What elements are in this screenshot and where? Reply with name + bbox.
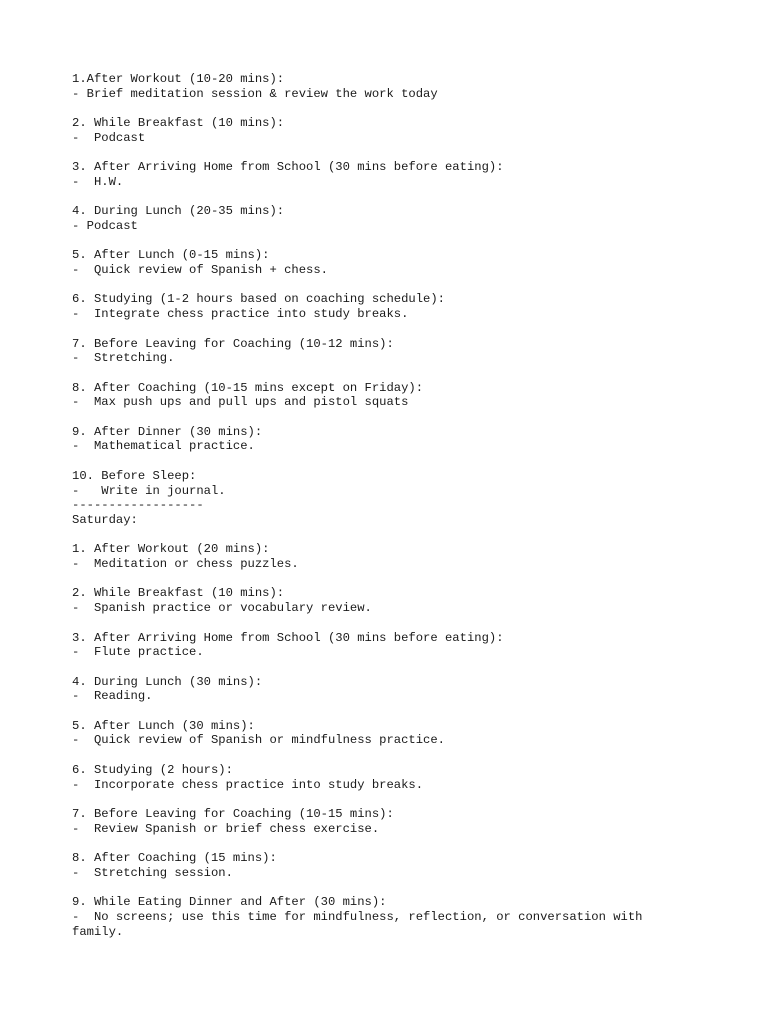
schedule-item-heading: 3. After Arriving Home from School (30 mins before eating): (72, 630, 504, 645)
blank-line (72, 101, 732, 116)
schedule-item-heading: 8. After Coaching (10-15 mins except on Friday): (72, 380, 424, 395)
blank-line (72, 190, 732, 205)
blank-line (72, 836, 732, 851)
schedule-item-detail: - Max push ups and pull ups and pistol squats (72, 395, 409, 410)
schedule-item-detail: - Review Spanish or brief chess exercise. (72, 821, 380, 836)
schedule-item-detail: - Podcast (72, 130, 146, 145)
schedule-item-heading: 2. While Breakfast (10 mins): (72, 116, 285, 131)
blank-line (72, 528, 732, 543)
schedule-item-detail: - Flute practice. (72, 645, 204, 660)
section-heading: Saturday: (72, 512, 138, 527)
schedule-item-detail: - No screens; use this time for mindfulness, reflection, or conversation with (72, 909, 643, 924)
schedule-item-detail: - Integrate chess practice into study breaks. (72, 307, 409, 322)
schedule-item-heading: 10. Before Sleep: (72, 468, 197, 483)
text-line: family. (72, 924, 124, 939)
blank-line (72, 410, 732, 425)
blank-line (72, 322, 732, 337)
schedule-item-detail: - Quick review of Spanish or mindfulness practice. (72, 733, 445, 748)
blank-line (72, 234, 732, 249)
schedule-item-heading: 7. Before Leaving for Coaching (10-12 mins): (72, 336, 394, 351)
schedule-item-heading: 5. After Lunch (30 mins): (72, 718, 255, 733)
schedule-item-heading: 4. During Lunch (20-35 mins): (72, 204, 285, 219)
schedule-item-detail: - Reading. (72, 689, 153, 704)
document-page (72, 72, 732, 939)
schedule-item-heading: 8. After Coaching (15 mins): (72, 851, 277, 865)
blank-line (72, 704, 732, 719)
schedule-item-heading: 9. After Dinner (30 mins): (72, 424, 263, 439)
schedule-item-heading: 2. While Breakfast (10 mins): (72, 586, 285, 601)
schedule-item-detail: - Stretching session. (72, 865, 233, 880)
blank-line (72, 616, 732, 631)
schedule-item-heading: 1. After Workout (20 mins): (72, 542, 270, 557)
schedule-item-heading: 5. After Lunch (0-15 mins): (72, 248, 270, 263)
blank-line (72, 366, 732, 381)
schedule-item-heading: 4. During Lunch (30 mins): (72, 674, 263, 689)
blank-line (72, 572, 732, 587)
schedule-item-detail: - Incorporate chess practice into study breaks. (72, 777, 424, 792)
schedule-item-detail: - Spanish practice or vocabulary review. (72, 601, 372, 616)
schedule-item-heading: 6. Studying (1-2 hours based on coaching schedule): (72, 292, 445, 307)
blank-line (72, 880, 732, 895)
schedule-item-heading: 3. After Arriving Home from School (30 mins before eating): (72, 160, 504, 175)
schedule-item-heading: 1.After Workout (10-20 mins): (72, 72, 285, 86)
schedule-item-heading: 7. Before Leaving for Coaching (10-15 mins): (72, 806, 394, 821)
blank-line (72, 278, 732, 293)
schedule-item-detail: - H.W. (72, 174, 124, 189)
schedule-item-detail: - Mathematical practice. (72, 439, 255, 454)
schedule-item-detail: - Write in journal. (72, 483, 226, 498)
schedule-item-detail: - Stretching. (72, 351, 175, 366)
section-divider: ------------------ (72, 498, 204, 513)
blank-line (72, 660, 732, 675)
schedule-item-detail: - Podcast (72, 218, 138, 233)
schedule-item-detail: - Meditation or chess puzzles. (72, 557, 299, 572)
blank-line (72, 792, 732, 807)
schedule-item-heading: 6. Studying (2 hours): (72, 762, 233, 777)
schedule-item-heading: 9. While Eating Dinner and After (30 mins): (72, 895, 387, 910)
schedule-item-detail: - Quick review of Spanish + chess. (72, 263, 328, 278)
blank-line (72, 454, 732, 469)
blank-line (72, 146, 732, 161)
schedule-item-detail: - Brief meditation session & review the work today (72, 86, 438, 101)
document-text (72, 72, 732, 939)
blank-line (72, 748, 732, 763)
